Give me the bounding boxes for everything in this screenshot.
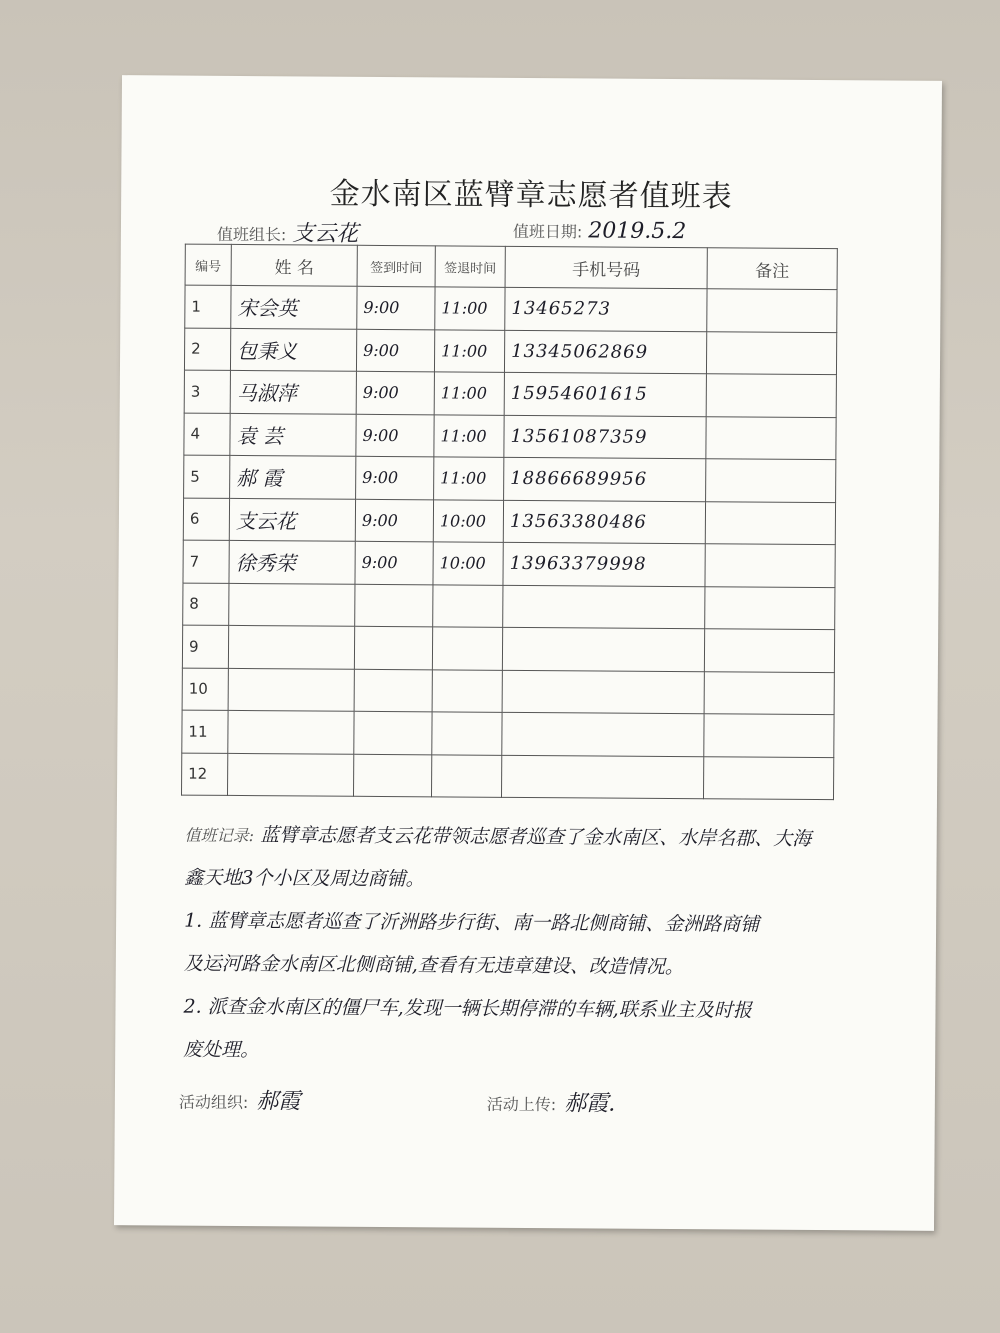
row-number: 3 [184,370,230,413]
record-line: 废处理。 [183,1038,260,1062]
table-row [182,710,834,757]
uploader-field [487,1086,616,1118]
record-line: 2. 派查金水南区的僵尸车,发现一辆长期停滞的车辆,联系业主及时报 [183,995,752,1022]
col-header-sign-out: 签退时间 [435,246,505,287]
table-row [184,328,836,375]
name-cell [229,583,355,626]
table-row [183,540,835,587]
col-header-note: 备注 [707,248,837,290]
name-cell [228,668,354,711]
sign-in-cell [353,754,431,797]
phone-cell: 18866689956 [504,457,706,501]
table-row [183,498,835,545]
sign-in-cell: 9:00 [356,456,434,499]
note-cell [703,756,833,799]
sign-in-cell: 9:00 [356,329,434,372]
note-cell [706,331,836,374]
note-cell [706,459,836,502]
phone-cell [502,627,704,671]
name-cell: 马淑萍 [230,370,356,413]
sign-in-cell: 9:00 [356,414,434,457]
sign-out-cell: 11:00 [435,287,505,330]
table-header-row [185,244,837,290]
table-row [183,583,835,630]
row-number: 1 [185,285,231,328]
phone-cell: 13345062869 [504,330,706,374]
note-cell [706,416,836,459]
note-cell [706,374,836,417]
record-line: 蓝臂章志愿者支云花带领志愿者巡查了金水南区、水岸名郡、大海 [260,824,812,850]
sign-out-cell [431,754,501,797]
phone-cell [502,670,704,714]
sign-out-cell [432,712,502,755]
sign-in-cell: 9:00 [356,371,434,414]
table-row [184,455,836,502]
sign-in-cell [354,711,432,754]
name-cell: 支云花 [229,498,355,541]
note-cell [705,501,835,544]
name-cell: 包秉义 [230,328,356,371]
sign-out-cell: 11:00 [434,457,504,500]
phone-cell: 13561087359 [504,415,706,459]
row-number: 6 [183,498,229,541]
note-cell [704,671,834,714]
table-row [182,668,834,715]
sign-in-cell: 9:00 [355,499,433,542]
note-cell [704,629,834,672]
row-number: 2 [184,328,230,371]
uploader-signature: 郝霞. [564,1091,616,1117]
record-line: 1. 蓝臂章志愿者巡查了沂洲路步行街、南一路北侧商铺、金洲路商铺 [184,909,760,936]
table-row [181,753,833,800]
sign-out-cell [432,627,502,670]
name-cell [228,710,354,753]
sign-in-cell [354,669,432,712]
leader-label: 值班组长: [216,224,287,245]
uploader-label: 活动上传: [486,1094,557,1115]
phone-cell: 13563380486 [503,500,705,544]
phone-cell [503,585,705,629]
record-line: 及运河路金水南区北侧商铺,查看有无违章建设、改造情况。 [183,952,684,979]
roster-table [181,244,838,801]
row-number: 7 [183,540,229,583]
sign-out-cell [433,584,503,627]
name-cell [227,753,353,796]
phone-cell: 13963379998 [503,542,705,586]
row-number: 10 [182,668,228,711]
col-header-name: 姓 名 [231,244,357,286]
name-cell: 袁 芸 [230,413,356,456]
sign-out-cell: 10:00 [433,499,503,542]
sign-in-cell: 9:00 [357,286,435,329]
sign-out-cell: 10:00 [433,542,503,585]
date-value: 2019.5.2 [588,218,687,245]
sign-out-cell: 11:00 [434,372,504,415]
name-cell [228,625,354,668]
note-cell [705,586,835,629]
sign-in-cell: 9:00 [355,541,433,584]
sign-in-cell [354,626,432,669]
row-number: 5 [184,455,230,498]
record-line: 鑫天地3个小区及周边商铺。 [184,866,425,891]
sign-out-cell [432,669,502,712]
table-row [184,370,836,417]
note-cell [704,714,834,757]
note-cell [705,544,835,587]
sign-in-cell [355,584,433,627]
table-row [185,285,837,332]
row-number: 9 [182,625,228,668]
phone-cell [501,755,703,799]
organizer-label: 活动组织: [178,1092,249,1113]
date-label: 值班日期: [512,221,583,242]
record-label: 值班记录: [184,825,255,846]
table-row [182,625,834,672]
row-number: 12 [181,753,227,796]
phone-cell [502,712,704,756]
table-row [184,413,836,460]
col-header-phone: 手机号码 [505,246,707,288]
row-number: 8 [183,583,229,626]
duty-record [183,814,875,1077]
name-cell: 宋会英 [231,285,357,328]
page-title: 金水南区蓝臂章志愿者值班表 [329,176,733,215]
date-field [513,218,687,244]
organizer-field [179,1084,301,1116]
col-header-sign-in: 签到时间 [357,245,435,287]
name-cell: 郝 霞 [230,455,356,498]
name-cell: 徐秀荣 [229,540,355,583]
duty-sheet [114,75,942,1231]
phone-cell: 15954601615 [504,372,706,416]
organizer-signature: 郝霞 [256,1089,301,1115]
row-number: 4 [184,413,230,456]
row-number: 11 [182,710,228,753]
sign-out-cell: 11:00 [434,414,504,457]
phone-cell: 13465273 [505,287,707,331]
leader-value: 支云花 [292,221,359,247]
note-cell [707,289,837,332]
sign-out-cell: 11:00 [434,329,504,372]
col-header-number: 编号 [185,244,231,285]
